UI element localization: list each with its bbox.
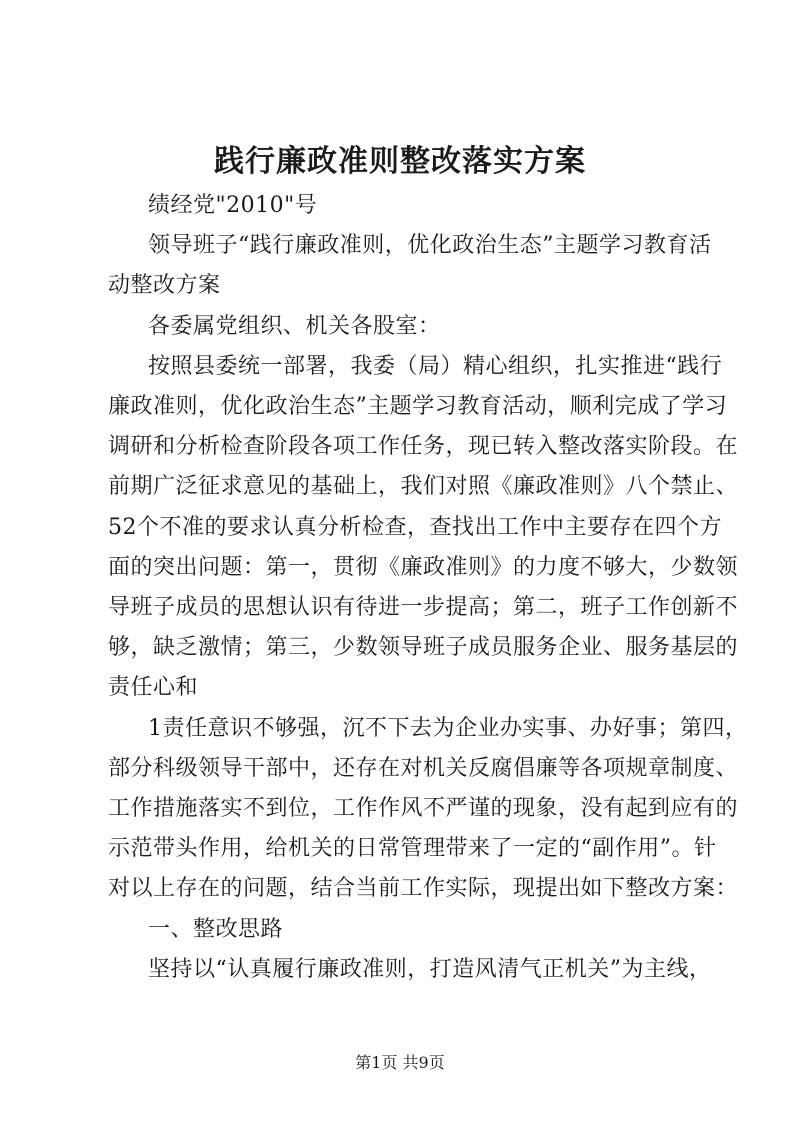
page-footer: 第1页 共9页	[355, 1053, 445, 1072]
body-line: 对以上存在的问题，结合当前工作实际，现提出如下整改方案：	[108, 876, 739, 902]
body-line: 面的突出问题：第一，贯彻《廉政准则》的力度不够大，少数领	[108, 554, 739, 580]
body-line: 责任心和	[108, 675, 199, 701]
body-line: 前期广泛征求意见的基础上，我们对照《廉政准则》八个禁止、	[108, 474, 739, 500]
body-line: 工作措施落实不到位，工作作风不严谨的现象，没有起到应有的	[108, 796, 739, 822]
body-line: 调研和分析检查阶段各项工作任务，现已转入整改落实阶段。在	[108, 434, 739, 460]
body-line: 部分科级领导干部中，还存在对机关反腐倡廉等各项规章制度、	[108, 755, 739, 781]
body-line: 52个不准的要求认真分析检查，查找出工作中主要存在四个方	[108, 514, 722, 540]
body-line: 导班子成员的思想认识有待进一步提高；第二，班子工作创新不	[108, 595, 739, 621]
section-heading: 一、整改思路	[148, 916, 284, 942]
body-line: 坚持以“认真履行廉政准则，打造风清气正机关”为主线，	[148, 956, 712, 982]
document-body	[108, 186, 748, 990]
body-line: 1责任意识不够强，沉不下去为企业办实事、办好事；第四，	[148, 715, 748, 741]
document-number: 绩经党"2010"号	[148, 193, 318, 218]
document-title: 践行廉政准则整改落实方案	[214, 144, 586, 179]
body-line: 领导班子“践行廉政准则，优化政治生态”主题学习教育活	[148, 233, 712, 259]
body-line: 够，缺乏激情；第三，少数领导班子成员服务企业、服务基层的	[108, 635, 739, 661]
salutation: 各委属党组织、机关各股室：	[148, 313, 441, 339]
body-line: 示范带头作用，给机关的日常管理带来了一定的“副作用”。针	[108, 836, 717, 862]
body-line: 廉政准则，优化政治生态”主题学习教育活动，顺利完成了学习	[108, 394, 728, 420]
body-line: 动整改方案	[108, 273, 221, 299]
body-line: 按照县委统一部署，我委（局）精心组织，扎实推进“践行	[148, 353, 723, 379]
